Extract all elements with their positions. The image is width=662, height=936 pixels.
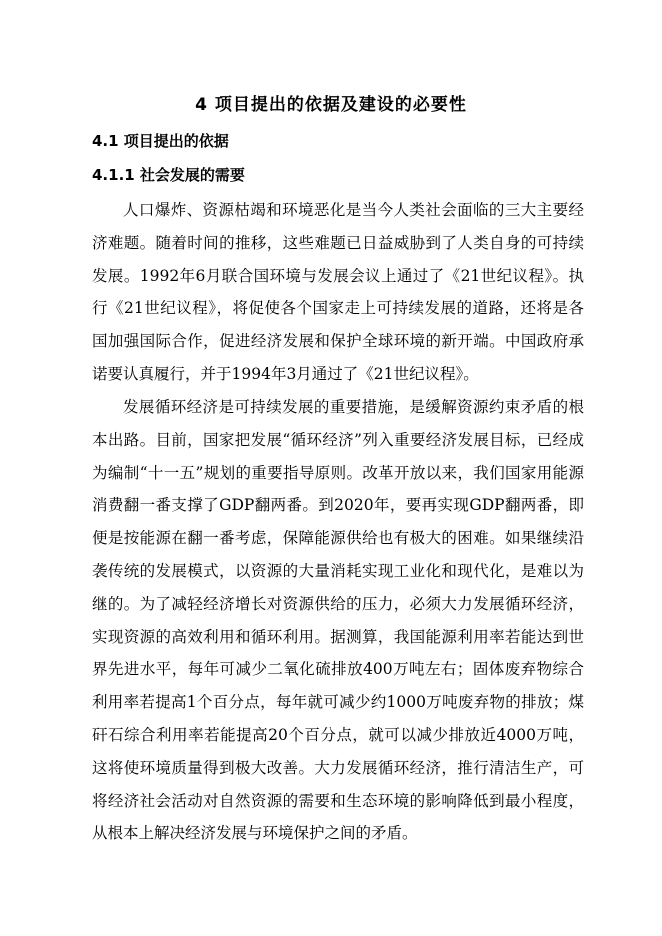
- section-heading: 4.1 项目提出的依据: [92, 132, 229, 150]
- chapter-title: 4 项目提出的依据及建设的必要性: [195, 95, 467, 115]
- body-paragraph-1: 人口爆炸、资源枯竭和环境恶化是当今人类社会面临的三大主要经济难题。随着时间的推移，这些难题已日益威胁到了人类自身的可持续发展。1992年6月联合国环境与发展会议上通过了《21世纪议程》。执行《21世纪议程》，将促使各个国家走上可持续发展的道路，还将是各国加强国际合作，促进经济发展和保护全球环境的新开端。中国政府承诺要认真履行，并于1994年3月通过了《21世纪议程》。: [92, 201, 584, 383]
- body-paragraph-2: 发展循环经济是可持续发展的重要措施，是缓解资源约束矛盾的根本出路。目前，国家把发展“循环经济”列入重要经济发展目标，已经成为编制“十一五”规划的重要指导原则。改革开放以来，我们国家用能源消费翻一番支撑了GDP翻两番。到2020年，要再实现GDP翻两番，即便是按能源在翻一番考虑，保障能源供给也有极大的困难。如果继续沿袭传统的发展模式，以资源的大量消耗实现工业化和现代化，是难以为继的。为了减轻经济增长对资源供给的压力，必须大力发展循环经济，实现资源的高效利用和循环利用。据测算，我国能源利用率若能达到世界先进水平，每年可减少二氧化硫排放400万吨左右；固体废弃物综合利用率若提高1个百分点，每年就可减少约1000万吨废弃物的排放；煤矸石综合利用率若能提高20个百分点，就可以减少排放近4000万吨，这将使环境质量得到极大改善。大力发展循环经济，推行清洁生产，可将经济社会活动对自然资源的需要和生态环境的影响降低到最小程度，从根本上解决经济发展与环境保护之间的矛盾。: [92, 398, 584, 843]
- subsection-heading: 4.1.1 社会发展的需要: [92, 166, 245, 184]
